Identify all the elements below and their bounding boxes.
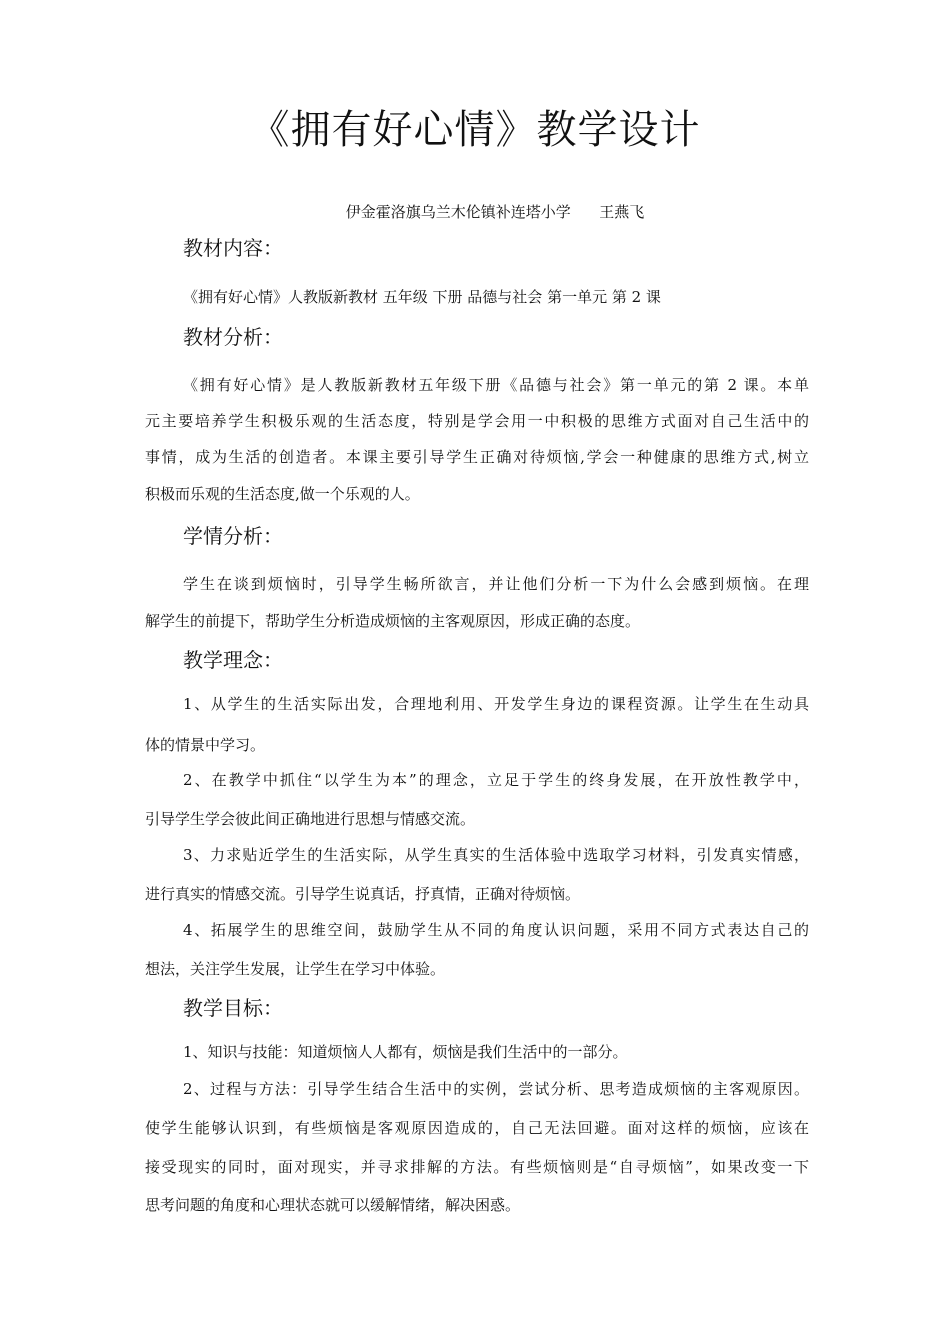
heading-goals: 教学目标： [183,996,283,1020]
philosophy-line: 进行真实的情感交流。引导学生说真话，抒真情，正确对待烦恼。 [145,885,581,903]
philosophy-line: 引导学生学会彼此间正确地进行思想与情感交流。 [145,810,476,828]
goals-line: 1、知识与技能：知道烦恼人人都有，烦恼是我们生活中的一部分。 [183,1043,628,1061]
philosophy-line: 1、从学生的生活实际出发，合理地利用、开发学生身边的课程资源。让学生在生动具 [183,695,809,713]
goals-line: 使学生能够认识到，有些烦恼是客观原因造成的，自己无法回避。面对这样的烦恼，应该在 [145,1119,809,1137]
author-line: 伊金霍洛旗乌兰木伦镇补连塔小学 王燕飞 [345,203,645,221]
philosophy-line: 2、在教学中抓住“以学生为本”的理念，立足于学生的终身发展，在开放性教学中， [183,771,809,789]
philosophy-line: 体的情景中学习。 [145,736,266,754]
philosophy-line: 想法，关注学生发展，让学生在学习中体验。 [145,960,446,978]
document-title: 《拥有好心情》教学设计 [249,107,701,153]
philosophy-line: 4、拓展学生的思维空间，鼓励学生从不同的角度认识问题，采用不同方式表达自己的 [183,921,809,939]
heading-philosophy: 教学理念： [183,648,283,672]
analysis-line: 积极而乐观的生活态度,做一个乐观的人。 [145,485,420,503]
philosophy-line: 3、力求贴近学生的生活实际，从学生真实的生活体验中选取学习材料，引发真实情感， [183,846,809,864]
heading-students: 学情分析： [183,524,283,548]
analysis-line: 元主要培养学生积极乐观的生活态度，特别是学会用一中积极的思维方式面对自己生活中的 [145,412,809,430]
goals-line: 2、过程与方法：引导学生结合生活中的实例，尝试分析、思考造成烦恼的主客观原因。 [183,1080,809,1098]
heading-analysis: 教材分析： [183,325,283,349]
heading-content: 教材内容： [183,236,283,260]
goals-line: 接受现实的同时，面对现实，并寻求排解的方法。有些烦恼则是“自寻烦恼”，如果改变一下 [145,1158,809,1176]
analysis-line: 《拥有好心情》是人教版新教材五年级下册《品德与社会》第一单元的第 2 课。本单 [183,376,809,394]
students-line: 学生在谈到烦恼时，引导学生畅所欲言，并让他们分析一下为什么会感到烦恼。在理 [183,575,809,593]
goals-line: 思考问题的角度和心理状态就可以缓解情绪，解决困惑。 [145,1196,521,1214]
students-line: 解学生的前提下，帮助学生分析造成烦恼的主客观原因，形成正确的态度。 [145,612,641,630]
analysis-line: 事情，成为生活的创造者。本课主要引导学生正确对待烦恼,学会一种健康的思维方式,树立 [145,448,809,466]
content-line: 《拥有好心情》人教版新教材 五年级 下册 品德与社会 第一单元 第 2 课 [183,288,661,306]
